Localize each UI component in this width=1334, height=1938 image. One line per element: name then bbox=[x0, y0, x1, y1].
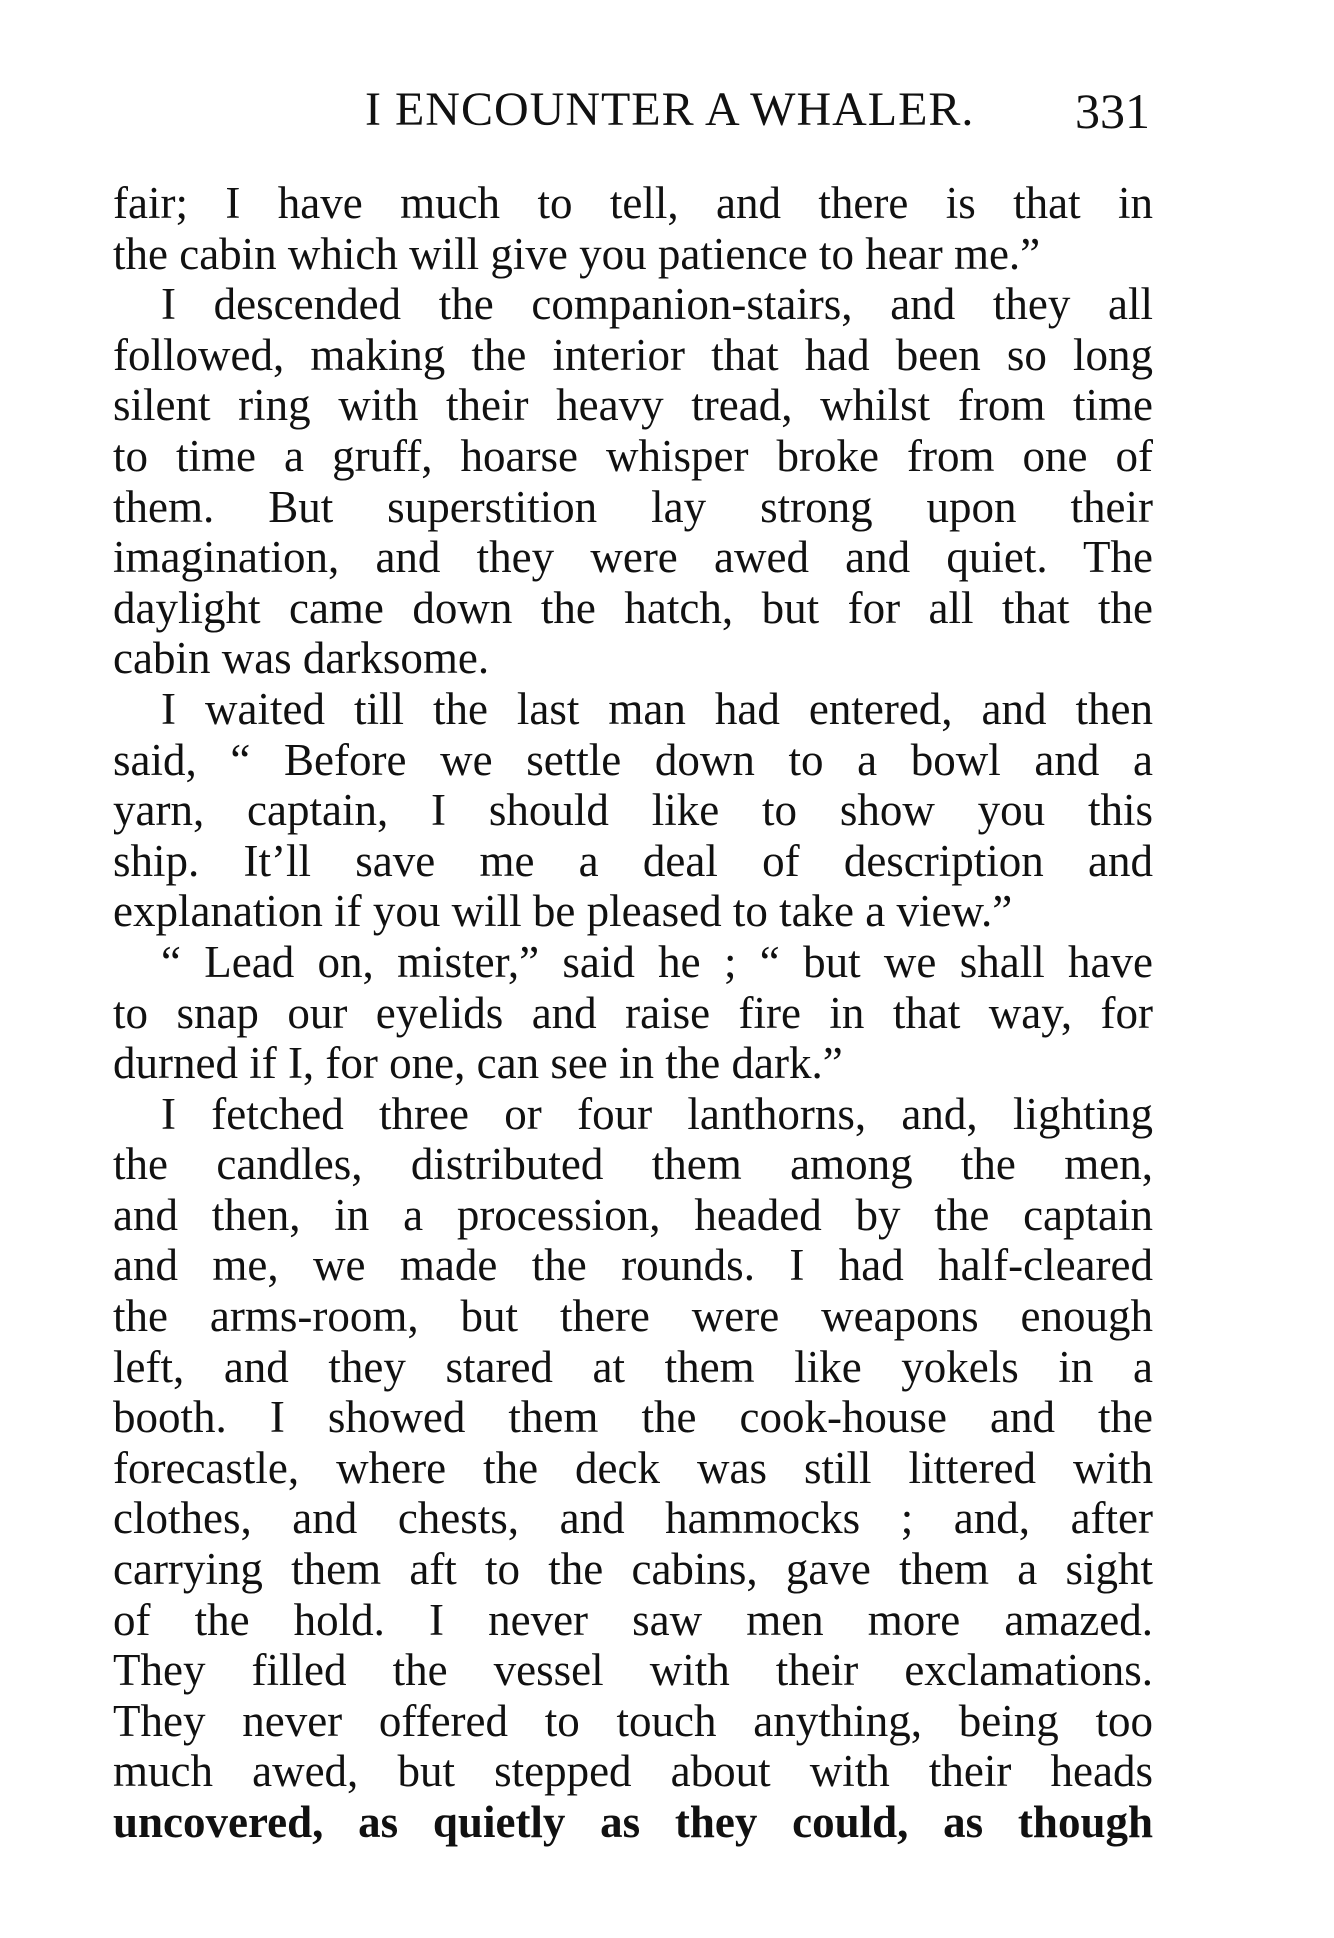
text-line: uncovered, as quietly as they could, as though bbox=[113, 1797, 1153, 1847]
text-line: them. But superstition lay strong upon their bbox=[113, 481, 1153, 532]
text-line: carrying them aft to the cabins, gave them a sight bbox=[113, 1544, 1153, 1595]
text-line: clothes, and chests, and hammocks ; and, after bbox=[113, 1493, 1153, 1544]
text-line: silent ring with their heavy tread, whilst from time bbox=[113, 380, 1153, 431]
text-line: left, and they stared at them like yokels in a bbox=[113, 1341, 1153, 1392]
text-line: daylight came down the hatch, but for all that the bbox=[113, 582, 1153, 633]
page-number: 331 bbox=[1075, 83, 1150, 139]
text-line: booth. I showed them the cook-house and the bbox=[113, 1392, 1153, 1443]
text-line: durned if I, for one, can see in the dark.” bbox=[113, 1038, 843, 1089]
text-line: They filled the vessel with their exclamations. bbox=[113, 1645, 1153, 1696]
text-line: imagination, and they were awed and quiet. The bbox=[113, 532, 1153, 583]
text-line: yarn, captain, I should like to show you this bbox=[113, 785, 1153, 836]
text-line: followed, making the interior that had been so long bbox=[113, 329, 1153, 380]
text-line: fair; I have much to tell, and there is that in bbox=[113, 178, 1153, 228]
text-line: explanation if you will be pleased to take a view.” bbox=[113, 886, 1013, 937]
text-line: and then, in a procession, headed by the captain bbox=[113, 1189, 1153, 1240]
text-line: ship. It’ll save me a deal of description and bbox=[113, 835, 1153, 886]
text-line: the arms-room, but there were weapons enough bbox=[113, 1291, 1153, 1342]
text-line: I descended the companion-stairs, and they all bbox=[161, 279, 1153, 330]
body-text bbox=[113, 178, 1153, 1848]
text-line: “ Lead on, mister,” said he ; “ but we shall have bbox=[161, 936, 1153, 987]
text-line: and me, we made the rounds. I had half-cleared bbox=[113, 1240, 1153, 1291]
page-header bbox=[365, 82, 1150, 142]
text-line: forecastle, where the deck was still littered with bbox=[113, 1442, 1153, 1493]
text-line: They never offered to touch anything, being too bbox=[113, 1695, 1153, 1746]
text-line: I waited till the last man had entered, and then bbox=[161, 683, 1153, 734]
text-line: I fetched three or four lanthorns, and, lighting bbox=[161, 1088, 1153, 1139]
text-line: cabin was darksome. bbox=[113, 633, 490, 684]
text-line: of the hold. I never saw men more amazed. bbox=[113, 1594, 1153, 1645]
text-line: much awed, but stepped about with their heads bbox=[113, 1746, 1153, 1797]
text-line: to time a gruff, hoarse whisper broke from one of bbox=[113, 430, 1153, 481]
text-line: to snap our eyelids and raise fire in that way, for bbox=[113, 987, 1153, 1038]
text-line: the cabin which will give you patience to hear me.” bbox=[113, 228, 1041, 279]
text-line: said, “ Before we settle down to a bowl and a bbox=[113, 734, 1153, 785]
text-line: the candles, distributed them among the men, bbox=[113, 1139, 1153, 1190]
running-title: I ENCOUNTER A WHALER. bbox=[365, 83, 975, 136]
